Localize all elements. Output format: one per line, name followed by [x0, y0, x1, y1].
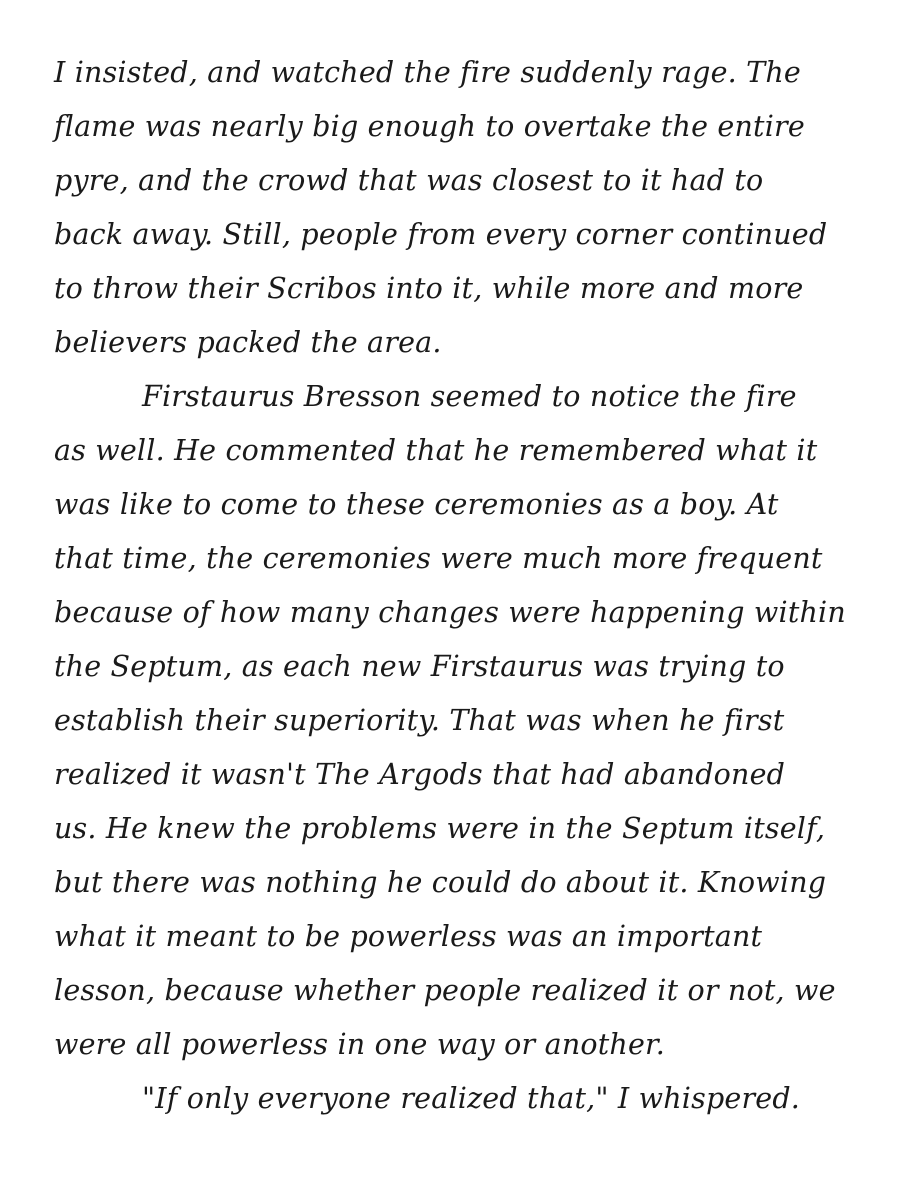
text-line: realized it wasn't The Argods that had abandoned [54, 758, 786, 791]
text-line: what it meant to be powerless was an important [54, 920, 763, 953]
text-line: but there was nothing he could do about it. Knowing [54, 866, 827, 899]
text-line: lesson, because whether people realized it or not, we [54, 974, 836, 1007]
text-line: believers packed the area. [54, 326, 442, 359]
text-line: I insisted, and watched the fire suddenly rage. The [54, 56, 801, 89]
text-line: as well. He commented that he remembered what it [54, 434, 818, 467]
text-line-paragraph-start: "If only everyone realized that," I whispered. [142, 1082, 801, 1115]
text-line: because of how many changes were happening within [54, 596, 846, 629]
text-line: back away. Still, people from every corner continued [54, 218, 828, 251]
text-line: was like to come to these ceremonies as a boy. At [54, 488, 779, 521]
text-line: us. He knew the problems were in the Septum itself, [54, 812, 826, 845]
text-line: were all powerless in one way or another. [54, 1028, 665, 1061]
text-line: to throw their Scribos into it, while more and more [54, 272, 804, 305]
text-line: flame was nearly big enough to overtake the entire [54, 110, 805, 143]
text-line: establish their superiority. That was when he first [54, 704, 785, 737]
text-line: pyre, and the crowd that was closest to it had to [54, 164, 764, 197]
text-line-paragraph-start: Firstaurus Bresson seemed to notice the fire [142, 380, 797, 413]
text-line: the Septum, as each new Firstaurus was trying to [54, 650, 785, 683]
text-line: that time, the ceremonies were much more frequent [54, 542, 823, 575]
handwritten-text-block [54, 46, 874, 1126]
